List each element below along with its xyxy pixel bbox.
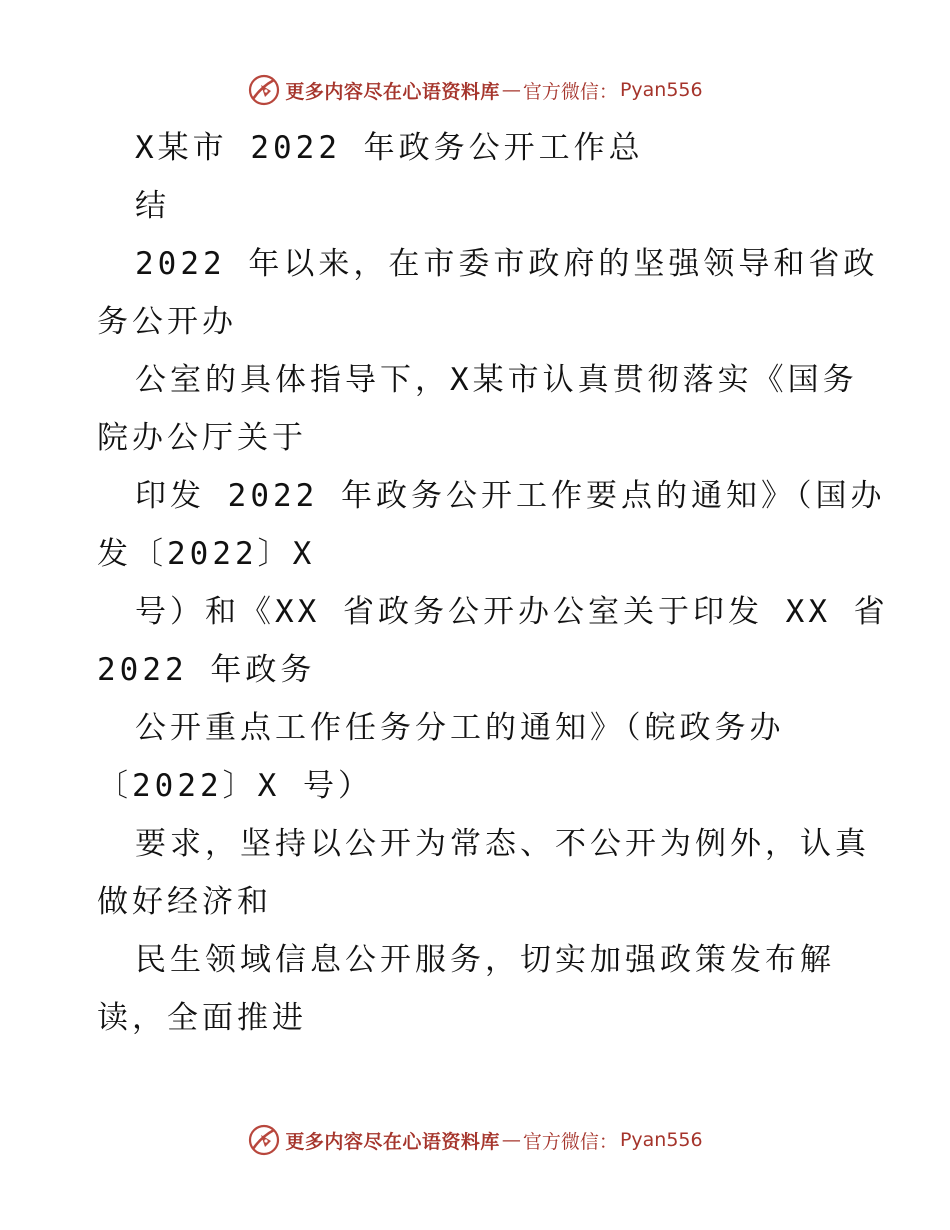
banner-dash: — (501, 79, 521, 101)
paragraph-line: 2022 年政务 (97, 652, 316, 688)
banner-text: 更多内容尽在心语资料库 (285, 1130, 500, 1153)
paragraph-line: 读，全面推进 (97, 1000, 307, 1036)
banner-dash: — (501, 1129, 521, 1151)
header-banner (0, 72, 950, 108)
banner-wechat-label: 官方微信： (522, 1130, 618, 1153)
banner-wechat-id: Pyan556 (619, 1129, 703, 1151)
paragraph-line: 院办公厅关于 (97, 420, 307, 456)
paragraph-line: 〔2022〕X 号） (97, 768, 373, 804)
paragraph-line: 发〔2022〕X (97, 536, 316, 572)
paragraph-line: 务公开办 (97, 304, 237, 340)
paragraph-line: 民生领域信息公开服务，切实加强政策发布解 (135, 942, 835, 978)
footer-banner (0, 1122, 950, 1158)
paragraph-line: 公室的具体指导下，X某市认真贯彻落实《国务 (135, 362, 858, 398)
document-title-line-2: 结 (135, 188, 170, 224)
pen-nib-logo-icon (247, 1123, 281, 1157)
banner-text: 更多内容尽在心语资料库 (285, 80, 500, 103)
banner-wechat-id: Pyan556 (619, 79, 703, 101)
paragraph-line: 公开重点工作任务分工的通知》（皖政务办 (135, 710, 785, 746)
document-title-line-1: X某市 2022 年政务公开工作总 (135, 130, 644, 166)
paragraph-line: 要求，坚持以公开为常态、不公开为例外，认真 (135, 826, 870, 862)
paragraph-line: 2022 年以来，在市委市政府的坚强领导和省政 (135, 246, 879, 282)
pen-nib-logo-icon (247, 73, 281, 107)
paragraph-line: 做好经济和 (97, 884, 272, 920)
paragraph-line: 号）和《XX 省政务公开办公室关于印发 XX 省 (135, 594, 889, 630)
paragraph-line: 印发 2022 年政务公开工作要点的通知》（国办 (135, 478, 886, 514)
banner-wechat-label: 官方微信： (522, 80, 618, 103)
